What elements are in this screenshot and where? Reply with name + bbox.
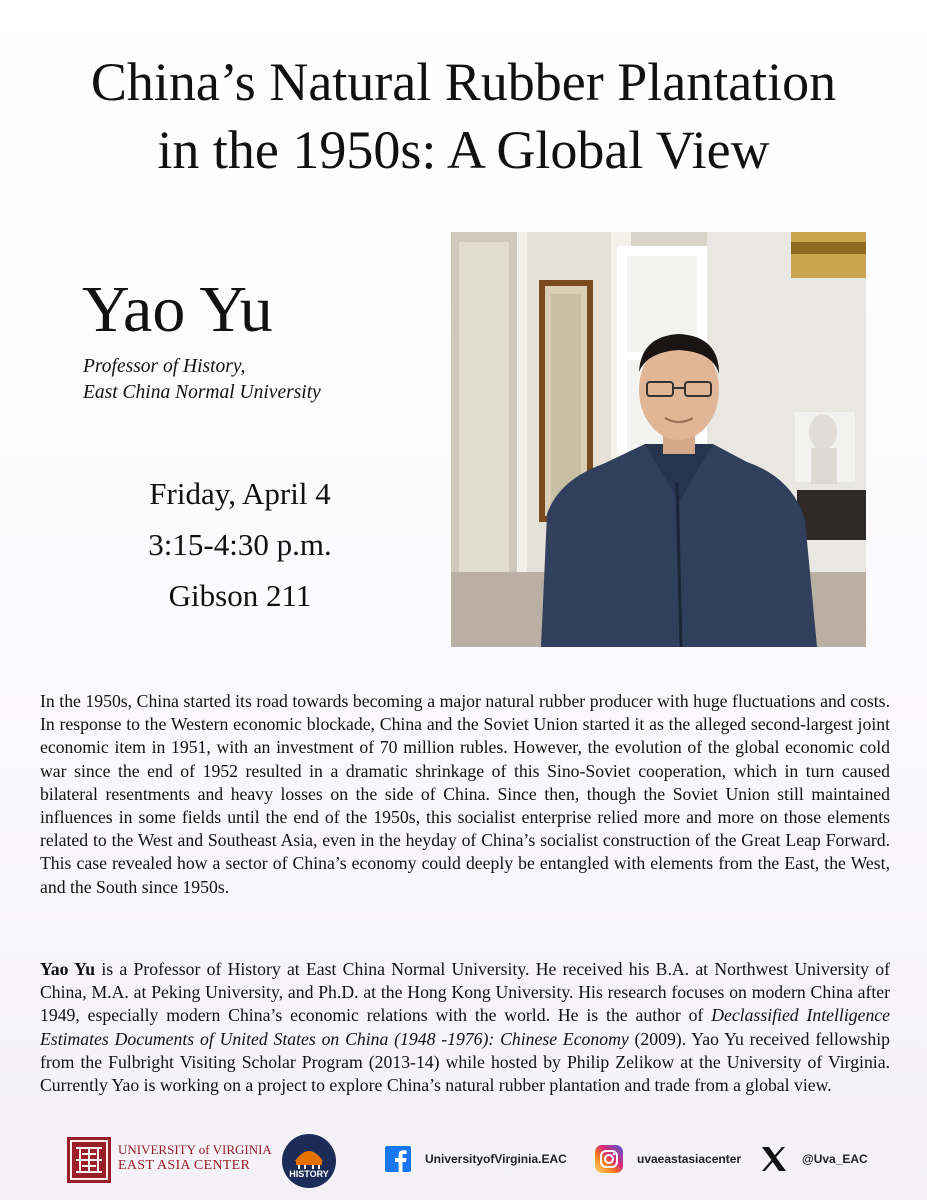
uva-eac-wordmark <box>118 1142 272 1174</box>
instagram-handle: uvaeastasiacenter <box>637 1152 742 1166</box>
event-date: Friday, April 4 <box>149 476 331 511</box>
bio-text-part2: (2009). Yao Yu received fellowship from the Fulbright Visiting Scholar Program (2013-14) while hosted by Philip Zelikow at the University of Virginia. Currently Yao is working on a project to explore China’s natural rubber plantation and trade from a global view. <box>40 1028 890 1096</box>
event-title <box>20 48 907 184</box>
x-link[interactable] <box>760 1144 868 1174</box>
title-line-1: China’s Natural Rubber Plantation <box>90 52 837 112</box>
speaker-name: Yao Yu <box>82 273 273 346</box>
talk-abstract: In the 1950s, China started its road towards becoming a major natural rubber producer with huge fluctuations and costs. In response to the Western economic blockade, China and the Soviet Union started it as the alleged second-largest joint economic item in 1951, with an investment of 70 million rubles. However, the evolution of the global economic cold war since the end of 1952 resulted in a dramatic shrinkage of this Sino-Soviet cooperation, which in turn caused bilateral resentments and heavy losses on the side of China. Since then, though the Soviet Union still maintained influences in some fields until the end of the 1950s, this socialist enterprise relied more and more on those elements related to the West and Southeast Asia, even in the heyday of China’s socialist construction of the Great Leap Forward. This case revealed how a sector of China’s economy could deeply be entangled with elements from the East, the West, and the South since 1950s. <box>40 691 890 897</box>
history-logo[interactable] <box>281 1133 337 1189</box>
speaker-affiliation <box>83 354 321 406</box>
facebook-handle: UniversityofVirginia.EAC <box>425 1152 567 1166</box>
event-time: 3:15-4:30 p.m. <box>148 527 332 562</box>
speaker-photo <box>451 232 866 647</box>
instagram-icon <box>595 1145 623 1173</box>
title-line-2: in the 1950s: A Global View <box>157 120 770 180</box>
instagram-link[interactable] <box>595 1144 741 1174</box>
bio-speaker-name: Yao Yu <box>40 959 96 979</box>
history-label: HISTORY <box>289 1169 329 1179</box>
facebook-link[interactable] <box>385 1144 567 1174</box>
facebook-icon <box>385 1146 411 1172</box>
uva-eac-logo[interactable] <box>66 1136 272 1184</box>
event-details <box>95 468 385 621</box>
x-icon <box>760 1145 788 1173</box>
bio-text-part1: is a Professor of History at East China Normal University. He received his B.A. at Northwest University of China, M.A. at Peking University, and Ph.D. at the Hong Kong University. His research focuses on modern China after 1949, especially modern China’s economic relations with the world. He is the author of <box>40 959 890 1026</box>
x-handle: @Uva_EAC <box>802 1152 868 1166</box>
speaker-position: Professor of History, <box>83 356 246 377</box>
uva-name: UNIVERSITY of VIRGINIA <box>118 1142 272 1157</box>
speaker-institution: East China Normal University <box>83 382 321 403</box>
speaker-photo-illustration <box>451 232 866 647</box>
footer-logos <box>0 1130 927 1190</box>
bio-book-title: Declassified Intelligence Estimates Documents of United States on China (1948 -1976): Chinese Economy <box>40 1005 890 1049</box>
east-asia-center-name: EAST ASIA CENTER <box>118 1158 251 1173</box>
event-location: Gibson 211 <box>168 578 312 613</box>
uva-eac-seal <box>66 1136 112 1184</box>
speaker-bio <box>40 958 890 1097</box>
